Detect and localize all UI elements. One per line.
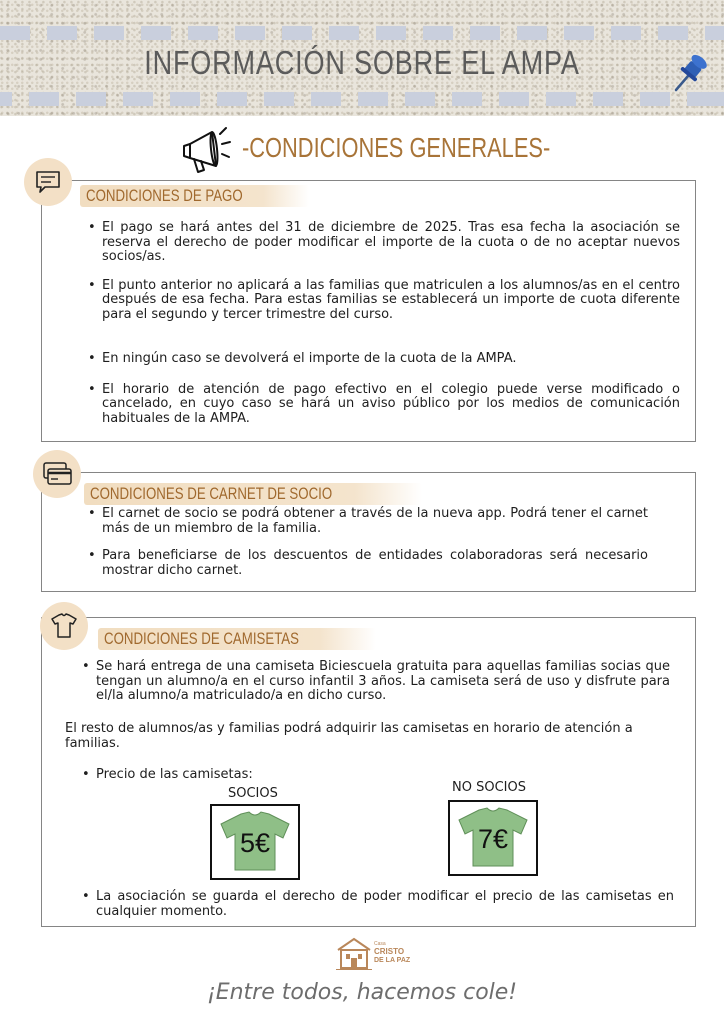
card-condiciones-carnet: [41, 472, 696, 592]
section-label-camisetas: [98, 628, 376, 650]
list-item: • En ningún caso se devolverá el importe de la cuota de la AMPA.: [88, 352, 680, 367]
card-condiciones-camisetas: [41, 617, 696, 927]
shirt-price-socios: [210, 804, 300, 880]
stitch-dashes-top: [0, 26, 724, 40]
list-item: • El horario de atención de pago efectivo en el colegio puede verse modificado o cancelado, en cuyo caso se hará un aviso público por los medios de comunicación habituales de la AMPA.: [88, 383, 680, 427]
tshirt-icon: [49, 612, 79, 640]
section-heading: [176, 120, 556, 176]
list-item: • El pago se hará antes del 31 de diciembre de 2025. Tras esa fecha la asociación se reserva el derecho de poder modificar el importe de la cuota o de no aceptar nuevos socios/as.: [88, 221, 680, 265]
shirt-price-no-socios: [448, 800, 538, 876]
pushpin-icon: [670, 50, 710, 94]
list-item: • Se hará entrega de una camiseta Biciescuela gratuita para aquellas familias socias que tengan un alumno/a en el curso infantil 3 años. La camiseta será de uso y disfrute para el/la alumno/a matriculado/a en dicho curso.: [82, 660, 670, 704]
socios-label: SOCIOS: [228, 786, 278, 801]
header-banner: [0, 0, 724, 116]
carnet-list: [88, 507, 648, 578]
main-title: -CONDICIONES GENERALES-: [242, 132, 551, 163]
pago-list: [88, 221, 680, 426]
list-item: • La asociación se guarda el derecho de poder modificar el precio de las camisetas en cualquier momento.: [82, 890, 674, 919]
stitch-dashes-bottom: [0, 92, 724, 106]
list-item: • Precio de las camisetas:: [82, 768, 382, 783]
chat-bubble-icon: [33, 167, 63, 197]
section-label-pago-text: CONDICIONES DE PAGO: [86, 186, 243, 205]
camisetas-list-2: [82, 768, 382, 783]
page-title: INFORMACIÓN SOBRE EL AMPA: [144, 44, 580, 81]
section-label-pago: [80, 185, 309, 207]
credit-card-icon: [41, 459, 73, 489]
chat-badge: [24, 158, 72, 206]
school-logo: [334, 934, 424, 974]
list-item: • El carnet de socio se podrá obtener a través de la nueva app. Podrá tener el carnet más de un miembro de la familia.: [88, 507, 648, 536]
footer-tagline: ¡Entre todos, hacemos cole!: [206, 980, 518, 1005]
logo-line-1: CRISTO: [374, 947, 405, 956]
school-building-icon: [336, 936, 372, 970]
list-item: • El punto anterior no aplicará a las familias que matriculen a los alumnos/as en el centro después de esa fecha. Para estas familias se establecerá un importe de cuota diferente para el segundo y tercer trimestre del curso.: [88, 279, 680, 323]
camisetas-list-3: [82, 890, 674, 919]
section-label-carnet: [84, 483, 422, 505]
list-item: • Para beneficiarse de los descuentos de entidades colaboradoras será necesario mostrar dicho carnet.: [88, 549, 648, 578]
camisetas-paragraph: El resto de alumnos/as y familias podrá adquirir las camisetas en horario de atención a familias.: [65, 721, 633, 751]
tshirt-badge: [40, 602, 88, 650]
card-badge: [33, 450, 81, 498]
megaphone-icon: [176, 120, 242, 176]
socios-price: 5€: [239, 828, 271, 858]
section-label-carnet-text: CONDICIONES DE CARNET DE SOCIO: [90, 484, 333, 503]
camisetas-list-1: [82, 660, 670, 704]
card-condiciones-pago: [41, 180, 696, 442]
logo-line-2: DE LA PAZ: [374, 957, 411, 964]
no-socios-label: NO SOCIOS: [452, 780, 526, 795]
section-label-camisetas-text: CONDICIONES DE CAMISETAS: [104, 629, 299, 648]
no-socios-price: 7€: [477, 824, 509, 854]
logo-small-text: Casa: [374, 941, 386, 947]
